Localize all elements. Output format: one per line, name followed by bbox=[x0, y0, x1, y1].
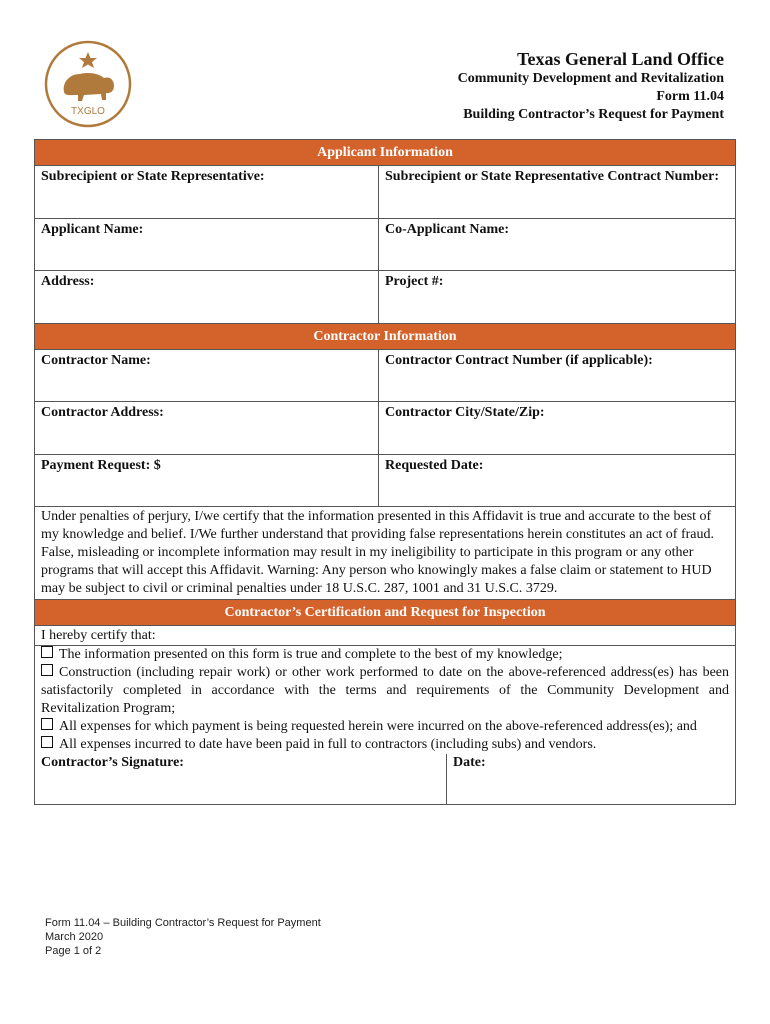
requested-date-field[interactable]: Requested Date: bbox=[385, 458, 484, 473]
contractor-section-header: Contractor Information bbox=[35, 324, 735, 350]
applicant-section-header: Applicant Information bbox=[35, 140, 735, 166]
project-number-field[interactable]: Project #: bbox=[385, 274, 444, 289]
contractor-row-1 bbox=[35, 350, 735, 402]
contractor-name-field[interactable]: Contractor Name: bbox=[35, 350, 379, 401]
txglo-logo bbox=[44, 40, 132, 128]
contractor-signature-field[interactable]: Contractor’s Signature: bbox=[35, 754, 447, 804]
applicant-row-3 bbox=[35, 271, 735, 324]
contractor-row-3 bbox=[35, 455, 735, 507]
footer-form-title: Form 11.04 – Building Contractor’s Request for Payment bbox=[45, 917, 321, 929]
address-field[interactable]: Address: bbox=[35, 271, 379, 323]
certification-item: All expenses incurred to date have been paid in full to contractors (including subs) and vendors. bbox=[41, 736, 729, 754]
applicant-row-2 bbox=[35, 219, 735, 271]
checkbox-icon[interactable] bbox=[41, 664, 53, 676]
applicant-name-field[interactable]: Applicant Name: bbox=[35, 219, 379, 270]
footer-page-number: Page 1 of 2 bbox=[45, 945, 102, 957]
org-title: Texas General Land Office bbox=[517, 49, 724, 69]
checkbox-icon[interactable] bbox=[41, 718, 53, 730]
svg-text:TXGLO: TXGLO bbox=[71, 106, 105, 117]
signature-date-field[interactable]: Date: bbox=[453, 755, 486, 770]
applicant-row-1 bbox=[35, 166, 735, 219]
subrecipient-field[interactable]: Subrecipient or State Representative: bbox=[35, 166, 379, 218]
co-applicant-name-field[interactable]: Co-Applicant Name: bbox=[385, 222, 510, 237]
perjury-affidavit-text: Under penalties of perjury, I/we certify that the information presented in this Affidavit is true and accurate to the best of my knowledge and belief. I/We further understand that providing false representations herein constitutes an act of fraud. False, misleading or incomplete information may result in my ineligibility to participate in this program or any other programs that will accept this Affidavit. Warning: Any person who knowingly makes a false claim or statement to HUD may be subject to civil or criminal penalties under 18 U.S.C. 287, 1001 and 31 U.S.C. 3729. bbox=[35, 507, 735, 600]
certification-item: Construction (including repair work) or other work performed to date on the above-referenced address(es) has been satisfactorily completed in accordance with the terms and requirements of the Community Development and Revitalization Program; bbox=[41, 665, 729, 716]
certification-section-header: Contractor’s Certification and Request for Inspection bbox=[35, 600, 735, 626]
form-number: Form 11.04 bbox=[656, 89, 724, 104]
footer-date: March 2020 bbox=[45, 931, 104, 943]
payment-request-field[interactable]: Payment Request: $ bbox=[35, 455, 379, 506]
contractor-contract-number-field[interactable]: Contractor Contract Number (if applicable): bbox=[385, 353, 653, 368]
page-footer bbox=[45, 916, 321, 958]
contractor-row-2 bbox=[35, 402, 735, 455]
certification-lead: I hereby certify that: bbox=[35, 627, 735, 646]
certification-item: All expenses for which payment is being requested herein were incurred on the above-referenced address(es); and bbox=[41, 718, 729, 736]
bison-seal-icon bbox=[44, 40, 132, 128]
contractor-city-state-zip-field[interactable]: Contractor City/State/Zip: bbox=[385, 405, 545, 420]
contract-number-field[interactable]: Subrecipient or State Representative Contract Number: bbox=[385, 169, 720, 184]
form-title: Building Contractor’s Request for Payment bbox=[463, 107, 724, 122]
payment-request-form bbox=[34, 139, 736, 805]
certification-item: The information presented on this form is true and complete to the best of my knowledge; bbox=[41, 646, 729, 664]
checkbox-icon[interactable] bbox=[41, 646, 53, 658]
checkbox-icon[interactable] bbox=[41, 736, 53, 748]
signature-row bbox=[35, 754, 735, 804]
certification-block bbox=[35, 626, 735, 754]
contractor-address-field[interactable]: Contractor Address: bbox=[35, 402, 379, 454]
form-header bbox=[458, 48, 724, 124]
program-title: Community Development and Revitalization bbox=[457, 71, 724, 86]
